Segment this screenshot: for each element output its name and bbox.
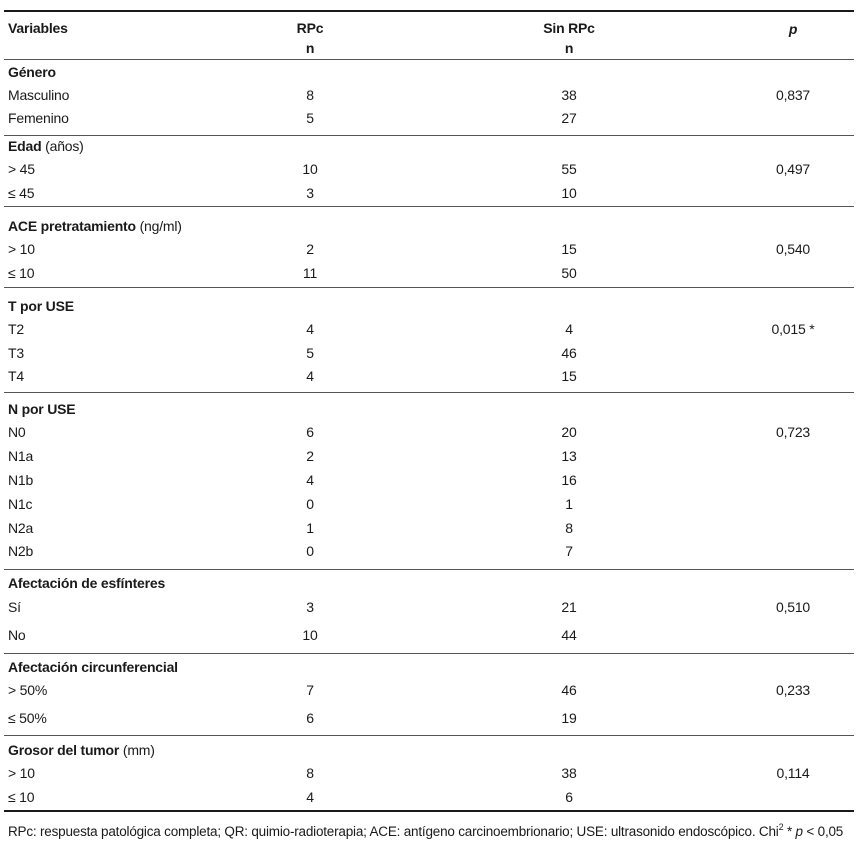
section-unit: (años) bbox=[45, 138, 84, 154]
row-label: T2 bbox=[8, 321, 24, 337]
row-sin-rpc-count: 15 bbox=[561, 241, 577, 257]
row-p-value: 0,837 bbox=[775, 87, 811, 103]
row-sin-rpc-count: 38 bbox=[561, 87, 577, 103]
row-label: N1a bbox=[8, 448, 34, 464]
row-sin-rpc-count: 19 bbox=[561, 710, 577, 726]
section-title bbox=[8, 742, 155, 758]
section-title bbox=[8, 218, 182, 234]
header-bottom-rule bbox=[4, 59, 854, 60]
section-title bbox=[8, 401, 75, 417]
row-rpc-count: 7 bbox=[306, 682, 314, 698]
row-label: N2a bbox=[8, 520, 34, 536]
row-label: ≤ 10 bbox=[8, 265, 35, 281]
row-p-value: 0,723 bbox=[775, 424, 811, 440]
row-sin-rpc-count: 13 bbox=[561, 448, 577, 464]
section-title bbox=[8, 138, 84, 154]
header-rpc-n: n bbox=[305, 40, 315, 56]
row-label: > 50% bbox=[8, 682, 48, 698]
section-divider bbox=[4, 392, 854, 393]
section-divider bbox=[4, 569, 854, 570]
row-rpc-count: 8 bbox=[306, 765, 314, 781]
row-p-value: 0,497 bbox=[775, 161, 811, 177]
section-divider bbox=[4, 653, 854, 654]
row-label: > 10 bbox=[8, 765, 35, 781]
row-label: N0 bbox=[8, 424, 26, 440]
section-unit: (ng/ml) bbox=[139, 218, 182, 234]
footnote-star: * bbox=[783, 824, 796, 839]
row-sin-rpc-count: 1 bbox=[565, 496, 573, 512]
row-p-value: 0,114 bbox=[776, 765, 810, 781]
footnote-sup: 2 bbox=[778, 822, 784, 832]
row-rpc-count: 0 bbox=[306, 496, 314, 512]
header-p: p bbox=[788, 21, 798, 37]
section-title-text: Género bbox=[8, 64, 56, 80]
section-title-text: Grosor del tumor bbox=[8, 742, 120, 758]
row-sin-rpc-count: 46 bbox=[561, 682, 577, 698]
row-rpc-count: 5 bbox=[306, 345, 314, 361]
row-rpc-count: 5 bbox=[306, 110, 314, 126]
section-title bbox=[8, 575, 165, 591]
row-rpc-count: 8 bbox=[306, 87, 314, 103]
footnote bbox=[8, 822, 843, 839]
section-title-text: Edad bbox=[8, 138, 42, 154]
row-label: ≤ 45 bbox=[8, 185, 35, 201]
row-sin-rpc-count: 20 bbox=[561, 424, 577, 440]
row-sin-rpc-count: 4 bbox=[565, 321, 573, 337]
section-title-text: T por USE bbox=[8, 298, 74, 314]
row-p-value: 0,233 bbox=[775, 682, 811, 698]
section-title-text: Afectación de esfínteres bbox=[8, 575, 166, 591]
row-rpc-count: 2 bbox=[306, 241, 314, 257]
row-label: N2b bbox=[8, 543, 34, 559]
row-label: ≤ 50% bbox=[8, 710, 47, 726]
row-label: Sí bbox=[8, 599, 21, 615]
header-rpc: RPc bbox=[296, 20, 324, 36]
row-sin-rpc-count: 16 bbox=[561, 472, 577, 488]
row-sin-rpc-count: 15 bbox=[561, 368, 577, 384]
row-label: Femenino bbox=[8, 110, 69, 126]
row-label: ≤ 10 bbox=[8, 789, 35, 805]
header-sin-rpc-n: n bbox=[564, 40, 574, 56]
section-title bbox=[8, 64, 56, 80]
footnote-text: RPc: respuesta patológica completa; QR: quimio-radioterapia; ACE: antígeno carcinoembrionario; USE: ultrasonido endoscópico. Chi bbox=[8, 824, 779, 839]
section-divider bbox=[4, 135, 854, 136]
row-p-value: 0,015 * bbox=[771, 321, 815, 337]
row-sin-rpc-count: 7 bbox=[565, 543, 573, 559]
row-rpc-count: 2 bbox=[306, 448, 314, 464]
row-sin-rpc-count: 55 bbox=[561, 161, 577, 177]
footnote-p: p bbox=[795, 824, 803, 839]
section-divider bbox=[4, 287, 854, 288]
header-variables: Variables bbox=[8, 20, 68, 36]
row-label: > 45 bbox=[8, 161, 35, 177]
row-label: > 10 bbox=[8, 241, 35, 257]
row-sin-rpc-count: 10 bbox=[561, 185, 577, 201]
row-rpc-count: 10 bbox=[302, 161, 318, 177]
row-rpc-count: 3 bbox=[306, 599, 314, 615]
row-rpc-count: 4 bbox=[306, 472, 314, 488]
row-label: T4 bbox=[8, 368, 24, 384]
row-rpc-count: 6 bbox=[306, 424, 314, 440]
row-label: T3 bbox=[8, 345, 24, 361]
row-rpc-count: 6 bbox=[306, 710, 314, 726]
row-rpc-count: 11 bbox=[302, 265, 318, 281]
table-top-rule bbox=[4, 10, 854, 12]
row-label: No bbox=[8, 627, 26, 643]
section-title bbox=[8, 659, 178, 675]
section-title-text: N por USE bbox=[8, 401, 76, 417]
row-sin-rpc-count: 21 bbox=[561, 599, 577, 615]
row-rpc-count: 4 bbox=[306, 789, 314, 805]
row-rpc-count: 10 bbox=[302, 627, 318, 643]
section-divider bbox=[4, 206, 854, 207]
row-rpc-count: 4 bbox=[306, 368, 314, 384]
row-sin-rpc-count: 50 bbox=[561, 265, 577, 281]
row-sin-rpc-count: 38 bbox=[561, 765, 577, 781]
header-sin-rpc: Sin RPc bbox=[543, 20, 595, 36]
row-label: N1b bbox=[8, 472, 34, 488]
row-sin-rpc-count: 8 bbox=[565, 520, 573, 536]
section-unit: (mm) bbox=[122, 742, 155, 758]
row-label: Masculino bbox=[8, 87, 70, 103]
section-title bbox=[8, 298, 74, 314]
row-p-value: 0,540 bbox=[775, 241, 811, 257]
row-rpc-count: 3 bbox=[306, 185, 314, 201]
row-rpc-count: 4 bbox=[306, 321, 314, 337]
section-title-text: Afectación circunferencial bbox=[8, 659, 178, 675]
row-sin-rpc-count: 44 bbox=[561, 627, 577, 643]
row-sin-rpc-count: 46 bbox=[561, 345, 577, 361]
section-divider bbox=[4, 735, 854, 736]
footnote-tail: < 0,05 bbox=[802, 824, 844, 839]
row-rpc-count: 0 bbox=[306, 543, 314, 559]
section-title-text: ACE pretratamiento bbox=[8, 218, 136, 234]
row-rpc-count: 1 bbox=[306, 520, 314, 536]
row-label: N1c bbox=[8, 496, 33, 512]
row-sin-rpc-count: 27 bbox=[561, 110, 577, 126]
table-bottom-rule bbox=[4, 810, 854, 812]
row-p-value: 0,510 bbox=[775, 599, 811, 615]
row-sin-rpc-count: 6 bbox=[565, 789, 573, 805]
